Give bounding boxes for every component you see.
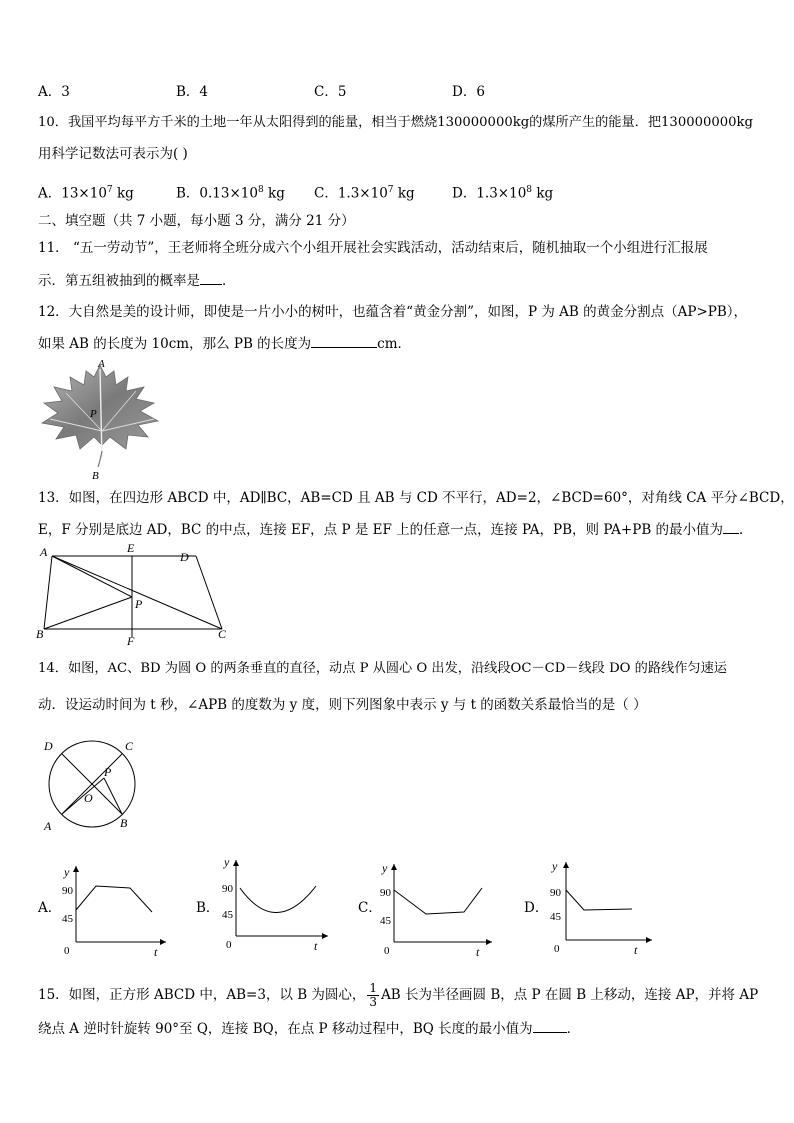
graph-b-label[interactable]: B． [196, 900, 220, 916]
q15-line1: 15．如图，正方形 ABCD 中，AB=3，以 B 为圆心， $\frac{1}{3}$ AB 长为半径画圆 B，点 P 在圆 B 上移动，连接 AP，并将 AP [38, 981, 759, 1009]
q13-answer-blank[interactable] [723, 519, 739, 534]
graph-option-b [218, 852, 338, 954]
q9-option-d: D．6 [452, 84, 485, 100]
svg-text:0: 0 [554, 943, 560, 955]
svg-text:t: t [314, 939, 318, 953]
svg-text:y: y [382, 861, 388, 875]
leaf-label-a: A [98, 358, 105, 370]
q10-option-a: A．$13\times 10^7$ kg [38, 185, 134, 202]
trap-label-d: D [180, 550, 189, 564]
q13-line2: E，F 分别是底边 AD，BC 的中点，连接 EF，点 P 是 EF 上的任意一点，连接 PA，PB，则 PA+PB 的最小值为 ． [38, 519, 753, 540]
svg-text:0: 0 [384, 945, 390, 957]
q9-option-c: C．5 [314, 84, 347, 100]
q9-option-b: B．4 [176, 84, 209, 100]
graph-c-label[interactable]: C． [358, 900, 382, 916]
trap-label-e: E [127, 543, 135, 555]
q10-option-d: D．$1.3\times 10^8$ kg [452, 185, 554, 202]
svg-text:t: t [634, 943, 638, 957]
circle-label-c: C [125, 739, 134, 753]
svg-text:90: 90 [62, 885, 73, 897]
q15-line2: 绕点 A 逆时针旋转 90°至 Q，连接 BQ，在点 P 移动过程中，BQ 长度的最小值为 ． [38, 1018, 580, 1039]
circle-label-p: P [104, 765, 112, 779]
q15-answer-blank[interactable] [533, 1018, 567, 1033]
q10-option-b: B．$0.13\times 10^8$ kg [176, 185, 285, 202]
leaf-label-b: B [92, 470, 99, 482]
q10-line2: 用科学记数法可表示为( ) [38, 146, 188, 162]
trap-label-a: A [40, 545, 48, 559]
leaf-label-p: P [90, 408, 97, 420]
q12-line2: 如果 AB 的长度为 10cm，那么 PB 的长度为 cm． [38, 333, 411, 354]
trap-label-b: B [36, 627, 44, 641]
q10-option-c: C．$1.3\times 10^7$ kg [314, 185, 415, 202]
svg-text:45: 45 [550, 911, 561, 923]
circle-label-d: D [44, 739, 53, 753]
svg-text:45: 45 [380, 915, 391, 927]
q12-leaf-figure [36, 355, 164, 483]
svg-text:90: 90 [222, 883, 233, 895]
q14-circle-figure [38, 736, 142, 836]
graph-option-c [376, 856, 500, 960]
q14-line1: 14．如图，AC、BD 为圆 O 的两条垂直的直径，动点 P 从圆心 O 出发，沿线段OC－CD－线段 DO 的路线作匀速运 [38, 661, 727, 676]
trap-label-p: P [135, 597, 143, 611]
svg-text:45: 45 [62, 913, 73, 925]
svg-text:y: y [224, 855, 230, 869]
q12-line1: 12．大自然是美的设计师，即使是一片小小的树叶，也蕴含着“黄金分割”，如图，P 为 AB 的黄金分割点（AP>PB）， [38, 304, 748, 320]
trap-label-c: C [218, 627, 227, 641]
fraction-one-third: $\frac{1}{3}$ [369, 981, 378, 1009]
circle-label-a: A [44, 819, 52, 833]
q10-line1: 10．我国平均每平方千米的土地一年从太阳得到的能量，相当于燃烧130000000kg的煤所产生的能量．把130000000kg [38, 115, 753, 130]
circle-label-o: O [84, 791, 93, 805]
graph-a-label[interactable]: A． [38, 900, 62, 916]
q12-answer-blank[interactable] [311, 333, 377, 348]
q9-option-a: A．3 [38, 84, 70, 100]
svg-text:0: 0 [64, 945, 70, 957]
q14-line2: 动．设运动时间为 t 秒，∠APB 的度数为 y 度，则下列图象中表示 y 与 t 的函数关系最恰当的是（ ） [38, 697, 647, 713]
circle-label-b: B [120, 816, 128, 830]
svg-text:y: y [64, 865, 70, 879]
section2-title: 二、填空题（共 7 小题，每小题 3 分，满分 21 分） [38, 213, 355, 229]
svg-text:90: 90 [550, 887, 561, 899]
graph-option-d [540, 854, 660, 958]
svg-text:0: 0 [226, 939, 232, 951]
svg-text:t: t [154, 945, 158, 959]
svg-text:y: y [552, 859, 558, 873]
q11-line2: 示．第五组被抽到的概率是 ． [38, 270, 236, 291]
svg-text:t: t [476, 945, 480, 959]
svg-text:45: 45 [222, 909, 233, 921]
svg-text:90: 90 [380, 887, 391, 899]
q13-line1: 13．如图，在四边形 ABCD 中，AD∥BC，AB=CD 且 AB 与 CD 不平行，AD=2，∠BCD=60°，对角线 CA 平分∠BCD， [38, 490, 794, 506]
q13-trapezoid-figure [34, 543, 234, 647]
graph-d-label[interactable]: D． [524, 900, 549, 916]
graph-option-a [56, 858, 176, 960]
trap-label-f: F [127, 634, 135, 647]
q11-line1: 11． “五一劳动节”，王老师将全班分成六个小组开展社会实践活动，活动结束后，随机抽取一个小组进行汇报展 [38, 240, 708, 256]
q11-answer-blank[interactable] [200, 270, 222, 285]
